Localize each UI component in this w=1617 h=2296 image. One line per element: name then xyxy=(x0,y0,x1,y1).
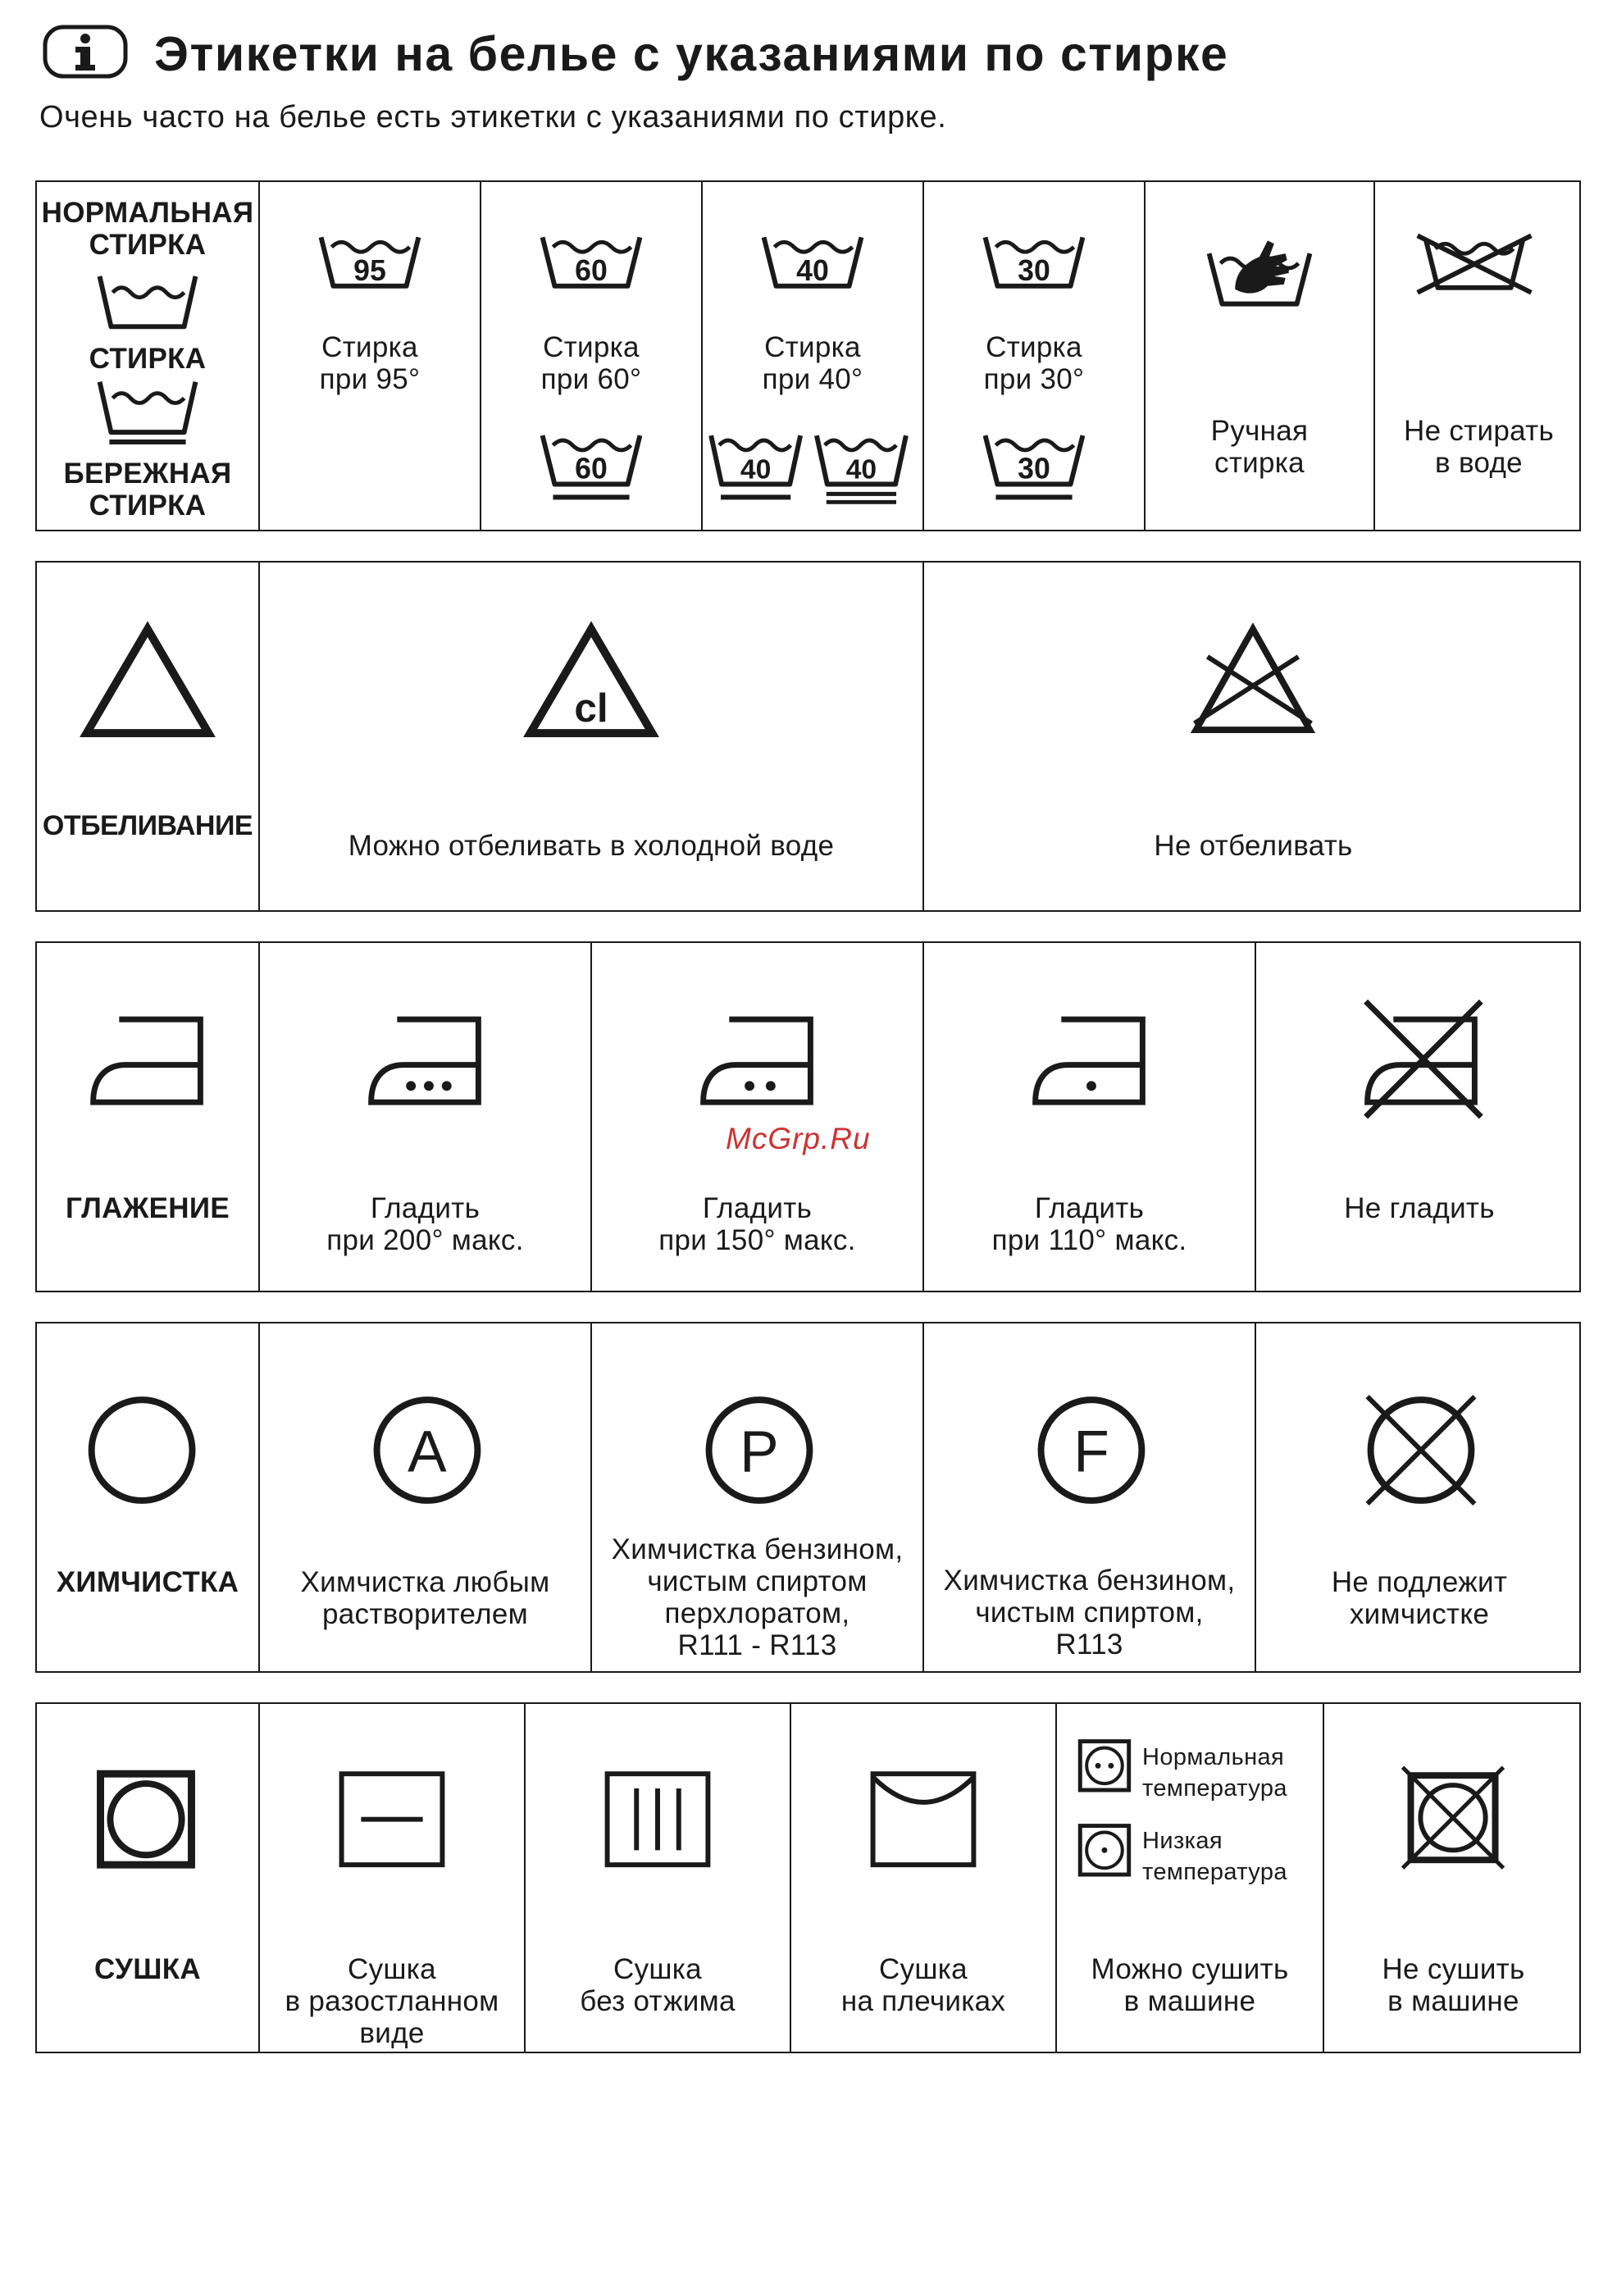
dryclean-p-cell xyxy=(590,1323,922,1671)
drying-category-cell xyxy=(37,1704,258,2052)
no-iron-label: Не гладить xyxy=(1344,1192,1495,1224)
dryclean-p-label-line3: перхлоратом, xyxy=(664,1597,850,1629)
no-dryclean-label-line1: Не подлежит xyxy=(1331,1566,1508,1598)
dryclean-circle-icon xyxy=(37,1323,258,1671)
wash-30-cell xyxy=(922,182,1144,530)
dryclean-letter: P xyxy=(740,1419,779,1485)
gentle-wash-label-line1: БЕРЕЖНАЯ xyxy=(63,458,232,490)
dryclean-f-cell xyxy=(922,1323,1255,1671)
iron-110-cell xyxy=(922,943,1255,1291)
temp-label: 40 xyxy=(740,454,772,485)
flat-dry-label-line2: в разостланном xyxy=(285,1985,499,2017)
wash-30-gentle-icon xyxy=(924,182,1144,530)
hang-dry-label-line1: Сушка xyxy=(879,1953,968,1985)
iron-200-cell xyxy=(258,943,590,1291)
gentle-wash-label-line2: СТИРКА xyxy=(89,490,207,522)
ironing-label: ГЛАЖЕНИЕ xyxy=(66,1192,230,1224)
watermark: McGrp.Ru xyxy=(726,1122,871,1155)
iron-icon xyxy=(37,943,258,1291)
cl-text: cl xyxy=(574,686,608,731)
hand-wash-label-line1: Ручная xyxy=(1210,415,1309,447)
wash-95-cell xyxy=(258,182,480,530)
hand-wash-cell xyxy=(1144,182,1373,530)
wash-60-gentle-icon xyxy=(481,182,701,530)
wash-40-label-line2: при 40° xyxy=(762,363,863,395)
bleach-cold-cell xyxy=(258,563,922,910)
wash-30-label-line1: Стирка xyxy=(986,331,1082,363)
intro-text: Очень часто на белье есть этикетки с указаниями по стирке. xyxy=(39,100,947,134)
normal-temp-label-line2: температура xyxy=(1142,1775,1287,1802)
drycleaning-label: ХИМЧИСТКА xyxy=(56,1566,239,1598)
drying-row xyxy=(35,1702,1581,2053)
wash-label: СТИРКА xyxy=(89,343,207,375)
drycleaning-category-cell xyxy=(37,1323,258,1671)
ironing-row xyxy=(35,941,1581,1292)
dryclean-a-cell xyxy=(258,1323,590,1671)
temp-label: 30 xyxy=(1018,253,1050,287)
bleaching-category-cell xyxy=(37,563,258,910)
machine-dry-cell xyxy=(1055,1704,1323,2052)
no-machine-dry-cell xyxy=(1323,1704,1583,2052)
hand-wash-label-line2: стирка xyxy=(1214,447,1305,479)
temp-label: 40 xyxy=(845,454,877,485)
wash-60-label-line1: Стирка xyxy=(543,331,640,363)
temp-label: 95 xyxy=(353,253,386,287)
iron-200-label-line2: при 200° макс. xyxy=(326,1224,524,1256)
temp-label: 60 xyxy=(575,253,608,287)
wash-40-very-gentle-icon xyxy=(703,182,922,530)
dryclean-f-label-line3: R113 xyxy=(1055,1629,1123,1660)
dryclean-f-label-line1: Химчистка бензином, xyxy=(943,1565,1236,1597)
flat-dry-label-line3: виде xyxy=(359,2017,425,2049)
tumble-dry-icon xyxy=(37,1704,258,2052)
temp-label: 30 xyxy=(1018,452,1050,485)
no-bleach-label: Не отбеливать xyxy=(1154,830,1353,862)
bleach-cold-label: Можно отбеливать в холодной воде xyxy=(348,830,835,862)
washing-row xyxy=(35,180,1581,531)
wash-40-cell xyxy=(701,182,922,530)
iron-110-label-line1: Гладить xyxy=(1034,1192,1145,1224)
drip-dry-label-line2: без отжима xyxy=(580,1985,736,2017)
no-wash-cell xyxy=(1373,182,1583,530)
bleach-triangle-icon xyxy=(37,563,258,910)
wash-30-label-line2: при 30° xyxy=(983,363,1085,395)
drip-dry-cell xyxy=(524,1704,790,2052)
no-wash-label-line1: Не стирать xyxy=(1404,415,1554,447)
machine-dry-label-line2: в машине xyxy=(1123,1985,1256,2017)
no-iron-icon xyxy=(1256,943,1583,1291)
drip-dry-label-line1: Сушка xyxy=(613,1953,702,1985)
dryclean-p-label-line2: чистым спиртом xyxy=(647,1565,868,1597)
dryclean-a-label-line2: растворителем xyxy=(322,1598,528,1630)
no-dryclean-label-line2: химчистке xyxy=(1349,1598,1490,1630)
normal-wash-label-line2: СТИРКА xyxy=(89,229,207,261)
ironing-category-cell xyxy=(37,943,258,1291)
dryclean-letter: F xyxy=(1073,1419,1109,1485)
wash-60-cell xyxy=(480,182,701,530)
no-wash-label-line2: в воде xyxy=(1435,447,1523,479)
dryclean-a-label-line1: Химчистка любым xyxy=(300,1566,550,1598)
dryclean-letter: A xyxy=(408,1419,447,1485)
dryclean-p-label-line1: Химчистка бензином, xyxy=(611,1533,904,1565)
wash-95-label-line2: при 95° xyxy=(319,363,421,395)
drying-label: СУШКА xyxy=(94,1953,201,1985)
temp-label: 40 xyxy=(796,253,829,287)
iron-150-label-line2: при 150° макс. xyxy=(658,1224,856,1256)
machine-dry-label-line1: Можно сушить xyxy=(1091,1953,1289,1985)
hang-dry-label-line2: на плечиках xyxy=(840,1985,1006,2017)
washing-category-cell xyxy=(37,182,258,530)
drycleaning-row xyxy=(35,1322,1581,1673)
no-iron-cell xyxy=(1255,943,1583,1291)
no-bleach-cell xyxy=(922,563,1583,910)
wash-95-label-line1: Стирка xyxy=(321,331,418,363)
dryclean-p-label-line4: R111 - R113 xyxy=(677,1629,837,1661)
bleaching-label: ОТБЕЛИВАНИЕ xyxy=(42,810,253,841)
normal-temp-label-line1: Нормальная xyxy=(1142,1744,1285,1770)
low-temp-label-line1: Низкая xyxy=(1142,1828,1223,1854)
flat-dry-cell xyxy=(258,1704,524,2052)
bleaching-row xyxy=(35,561,1581,912)
low-temp-label-line2: температура xyxy=(1142,1859,1287,1885)
no-machine-dry-label-line1: Не сушить xyxy=(1382,1953,1525,1985)
normal-wash-label-line1: НОРМАЛЬНАЯ xyxy=(41,197,254,229)
no-dryclean-cell xyxy=(1255,1323,1583,1671)
temp-label: 60 xyxy=(575,452,608,485)
iron-150-label-line1: Гладить xyxy=(702,1192,813,1224)
flat-dry-label-line1: Сушка xyxy=(348,1953,436,1985)
info-icon xyxy=(43,25,128,79)
wash-40-label-line1: Стирка xyxy=(764,331,861,363)
hang-dry-cell xyxy=(790,1704,1055,2052)
iron-150-cell xyxy=(590,943,922,1291)
page-title: Этикетки на белье с указаниями по стирке xyxy=(154,27,1229,81)
wash-60-label-line2: при 60° xyxy=(540,363,642,395)
dryclean-f-label-line2: чистым спиртом, xyxy=(975,1597,1204,1629)
iron-200-label-line1: Гладить xyxy=(370,1192,481,1224)
iron-110-label-line2: при 110° макс. xyxy=(991,1224,1187,1256)
no-machine-dry-label-line2: в машине xyxy=(1387,1985,1519,2017)
